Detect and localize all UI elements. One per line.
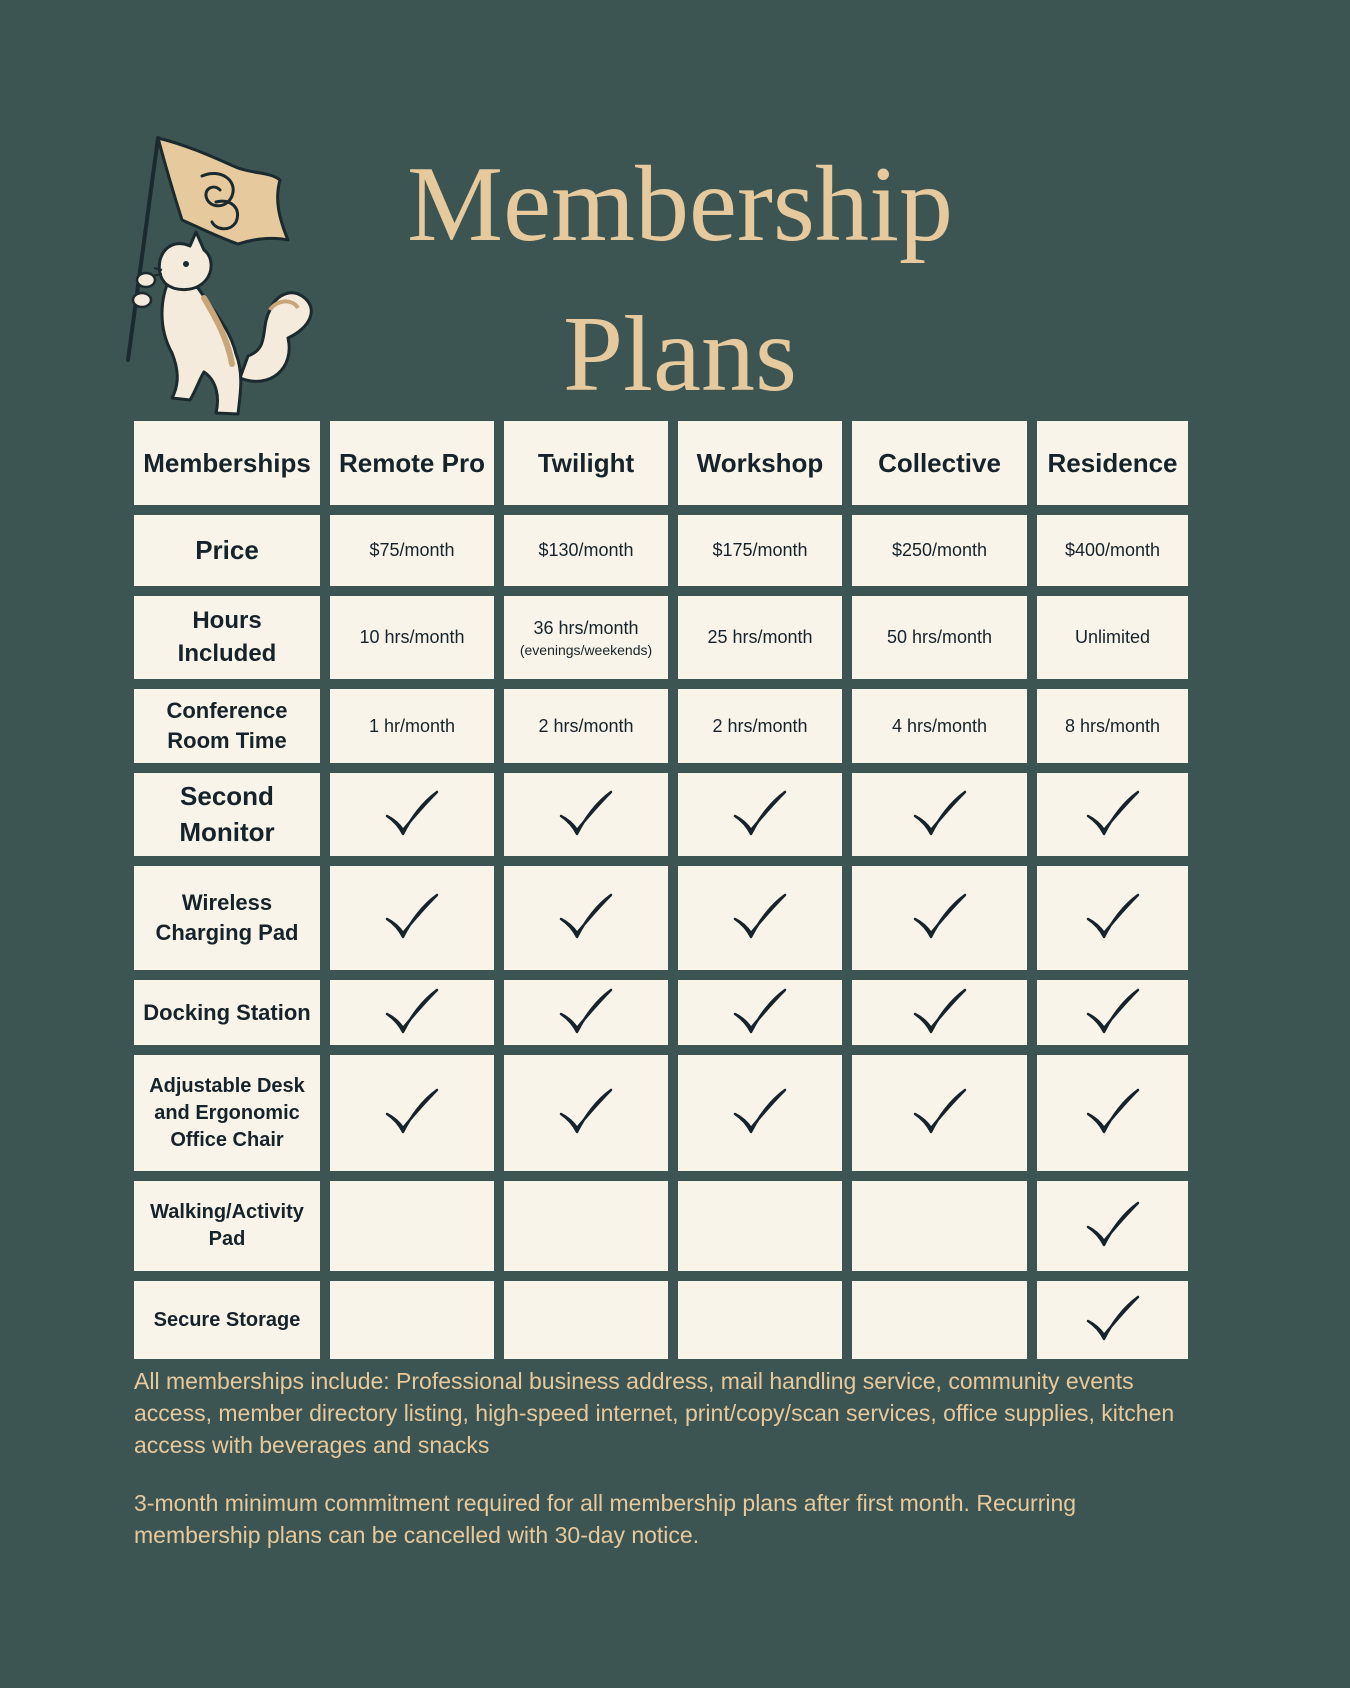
- feature-cell: [330, 1055, 494, 1171]
- feature-cell: [330, 1281, 494, 1359]
- checkmark-icon: [383, 1088, 441, 1138]
- header-remote-pro: Remote Pro: [330, 421, 494, 505]
- row-label-adjustable-desk: Adjustable Desk and Ergonomic Office Chair: [134, 1055, 320, 1171]
- price-remote-pro: $75/month: [330, 515, 494, 586]
- hours-workshop: 25 hrs/month: [678, 596, 842, 679]
- title-line-1: Membership: [407, 145, 953, 264]
- feature-cell: [504, 773, 668, 856]
- footnotes: [134, 1365, 1204, 1577]
- feature-cell: [1037, 1281, 1188, 1359]
- checkmark-icon: [1084, 1295, 1142, 1345]
- feature-cell: [504, 1181, 668, 1271]
- feature-cell: [678, 1281, 842, 1359]
- hours-remote-pro: 10 hrs/month: [330, 596, 494, 679]
- checkmark-icon: [1084, 988, 1142, 1038]
- checkmark-icon: [911, 1088, 969, 1138]
- checkmark-icon: [1084, 1201, 1142, 1251]
- row-label-secure-storage: Secure Storage: [134, 1281, 320, 1359]
- feature-cell: [852, 1181, 1027, 1271]
- price-twilight: $130/month: [504, 515, 668, 586]
- row-label-second-monitor: Second Monitor: [134, 773, 320, 856]
- checkmark-icon: [1084, 893, 1142, 943]
- checkmark-icon: [383, 790, 441, 840]
- row-label-price: Price: [134, 515, 320, 586]
- checkmark-icon: [557, 790, 615, 840]
- header-collective: Collective: [852, 421, 1027, 505]
- conference-residence: 8 hrs/month: [1037, 689, 1188, 763]
- checkmark-icon: [557, 1088, 615, 1138]
- hours-residence: Unlimited: [1037, 596, 1188, 679]
- checkmark-icon: [731, 1088, 789, 1138]
- checkmark-icon: [731, 988, 789, 1038]
- checkmark-icon: [383, 893, 441, 943]
- feature-cell: [330, 1181, 494, 1271]
- feature-cell: [678, 980, 842, 1045]
- checkmark-icon: [557, 988, 615, 1038]
- feature-cell: [678, 1055, 842, 1171]
- feature-cell: [1037, 773, 1188, 856]
- header-memberships: Memberships: [134, 421, 320, 505]
- feature-cell: [678, 1181, 842, 1271]
- feature-cell: [1037, 980, 1188, 1045]
- feature-cell: [1037, 866, 1188, 970]
- row-label-walking-pad: Walking/Activity Pad: [134, 1181, 320, 1271]
- hours-collective: 50 hrs/month: [852, 596, 1027, 679]
- feature-cell: [852, 980, 1027, 1045]
- squirrel-flag-mascot-icon: [120, 128, 360, 438]
- checkmark-icon: [731, 893, 789, 943]
- header-residence: Residence: [1037, 421, 1188, 505]
- row-label-wireless-charging: Wireless Charging Pad: [134, 866, 320, 970]
- price-collective: $250/month: [852, 515, 1027, 586]
- conference-remote-pro: 1 hr/month: [330, 689, 494, 763]
- header-workshop: Workshop: [678, 421, 842, 505]
- price-residence: $400/month: [1037, 515, 1188, 586]
- checkmark-icon: [1084, 1088, 1142, 1138]
- checkmark-icon: [1084, 790, 1142, 840]
- feature-cell: [330, 866, 494, 970]
- feature-cell: [504, 980, 668, 1045]
- hours-twilight-note: (evenings/weekends): [519, 641, 653, 658]
- feature-cell: [852, 1281, 1027, 1359]
- feature-cell: [1037, 1055, 1188, 1171]
- hours-twilight: [504, 596, 668, 679]
- checkmark-icon: [383, 988, 441, 1038]
- page-title: [330, 130, 1030, 430]
- row-label-docking-station: Docking Station: [134, 980, 320, 1045]
- conference-twilight: 2 hrs/month: [504, 689, 668, 763]
- feature-cell: [852, 1055, 1027, 1171]
- conference-collective: 4 hrs/month: [852, 689, 1027, 763]
- checkmark-icon: [911, 893, 969, 943]
- feature-cell: [852, 773, 1027, 856]
- title-line-2: Plans: [562, 295, 798, 414]
- checkmark-icon: [911, 790, 969, 840]
- feature-cell: [504, 866, 668, 970]
- included-note: All memberships include: Professional business address, mail handling service, community events access, member directory listing, high-speed internet, print/copy/scan services, office supplies, kitchen access with beverages and snacks: [134, 1368, 1175, 1458]
- hours-twilight-value: 36 hrs/month: [533, 617, 639, 638]
- checkmark-icon: [911, 988, 969, 1038]
- header-twilight: Twilight: [504, 421, 668, 505]
- checkmark-icon: [557, 893, 615, 943]
- feature-cell: [330, 773, 494, 856]
- conference-workshop: 2 hrs/month: [678, 689, 842, 763]
- membership-comparison-table: [134, 421, 1188, 1359]
- feature-cell: [330, 980, 494, 1045]
- feature-cell: [852, 866, 1027, 970]
- feature-cell: [678, 866, 842, 970]
- feature-cell: [678, 773, 842, 856]
- checkmark-icon: [731, 790, 789, 840]
- feature-cell: [504, 1281, 668, 1359]
- row-label-conference: Conference Room Time: [134, 689, 320, 763]
- feature-cell: [1037, 1181, 1188, 1271]
- row-label-hours: Hours Included: [134, 596, 320, 679]
- feature-cell: [504, 1055, 668, 1171]
- price-workshop: $175/month: [678, 515, 842, 586]
- commitment-note: 3-month minimum commitment required for all membership plans after first month. Recurring membership plans can be cancelled with 30-day notice.: [134, 1490, 1077, 1548]
